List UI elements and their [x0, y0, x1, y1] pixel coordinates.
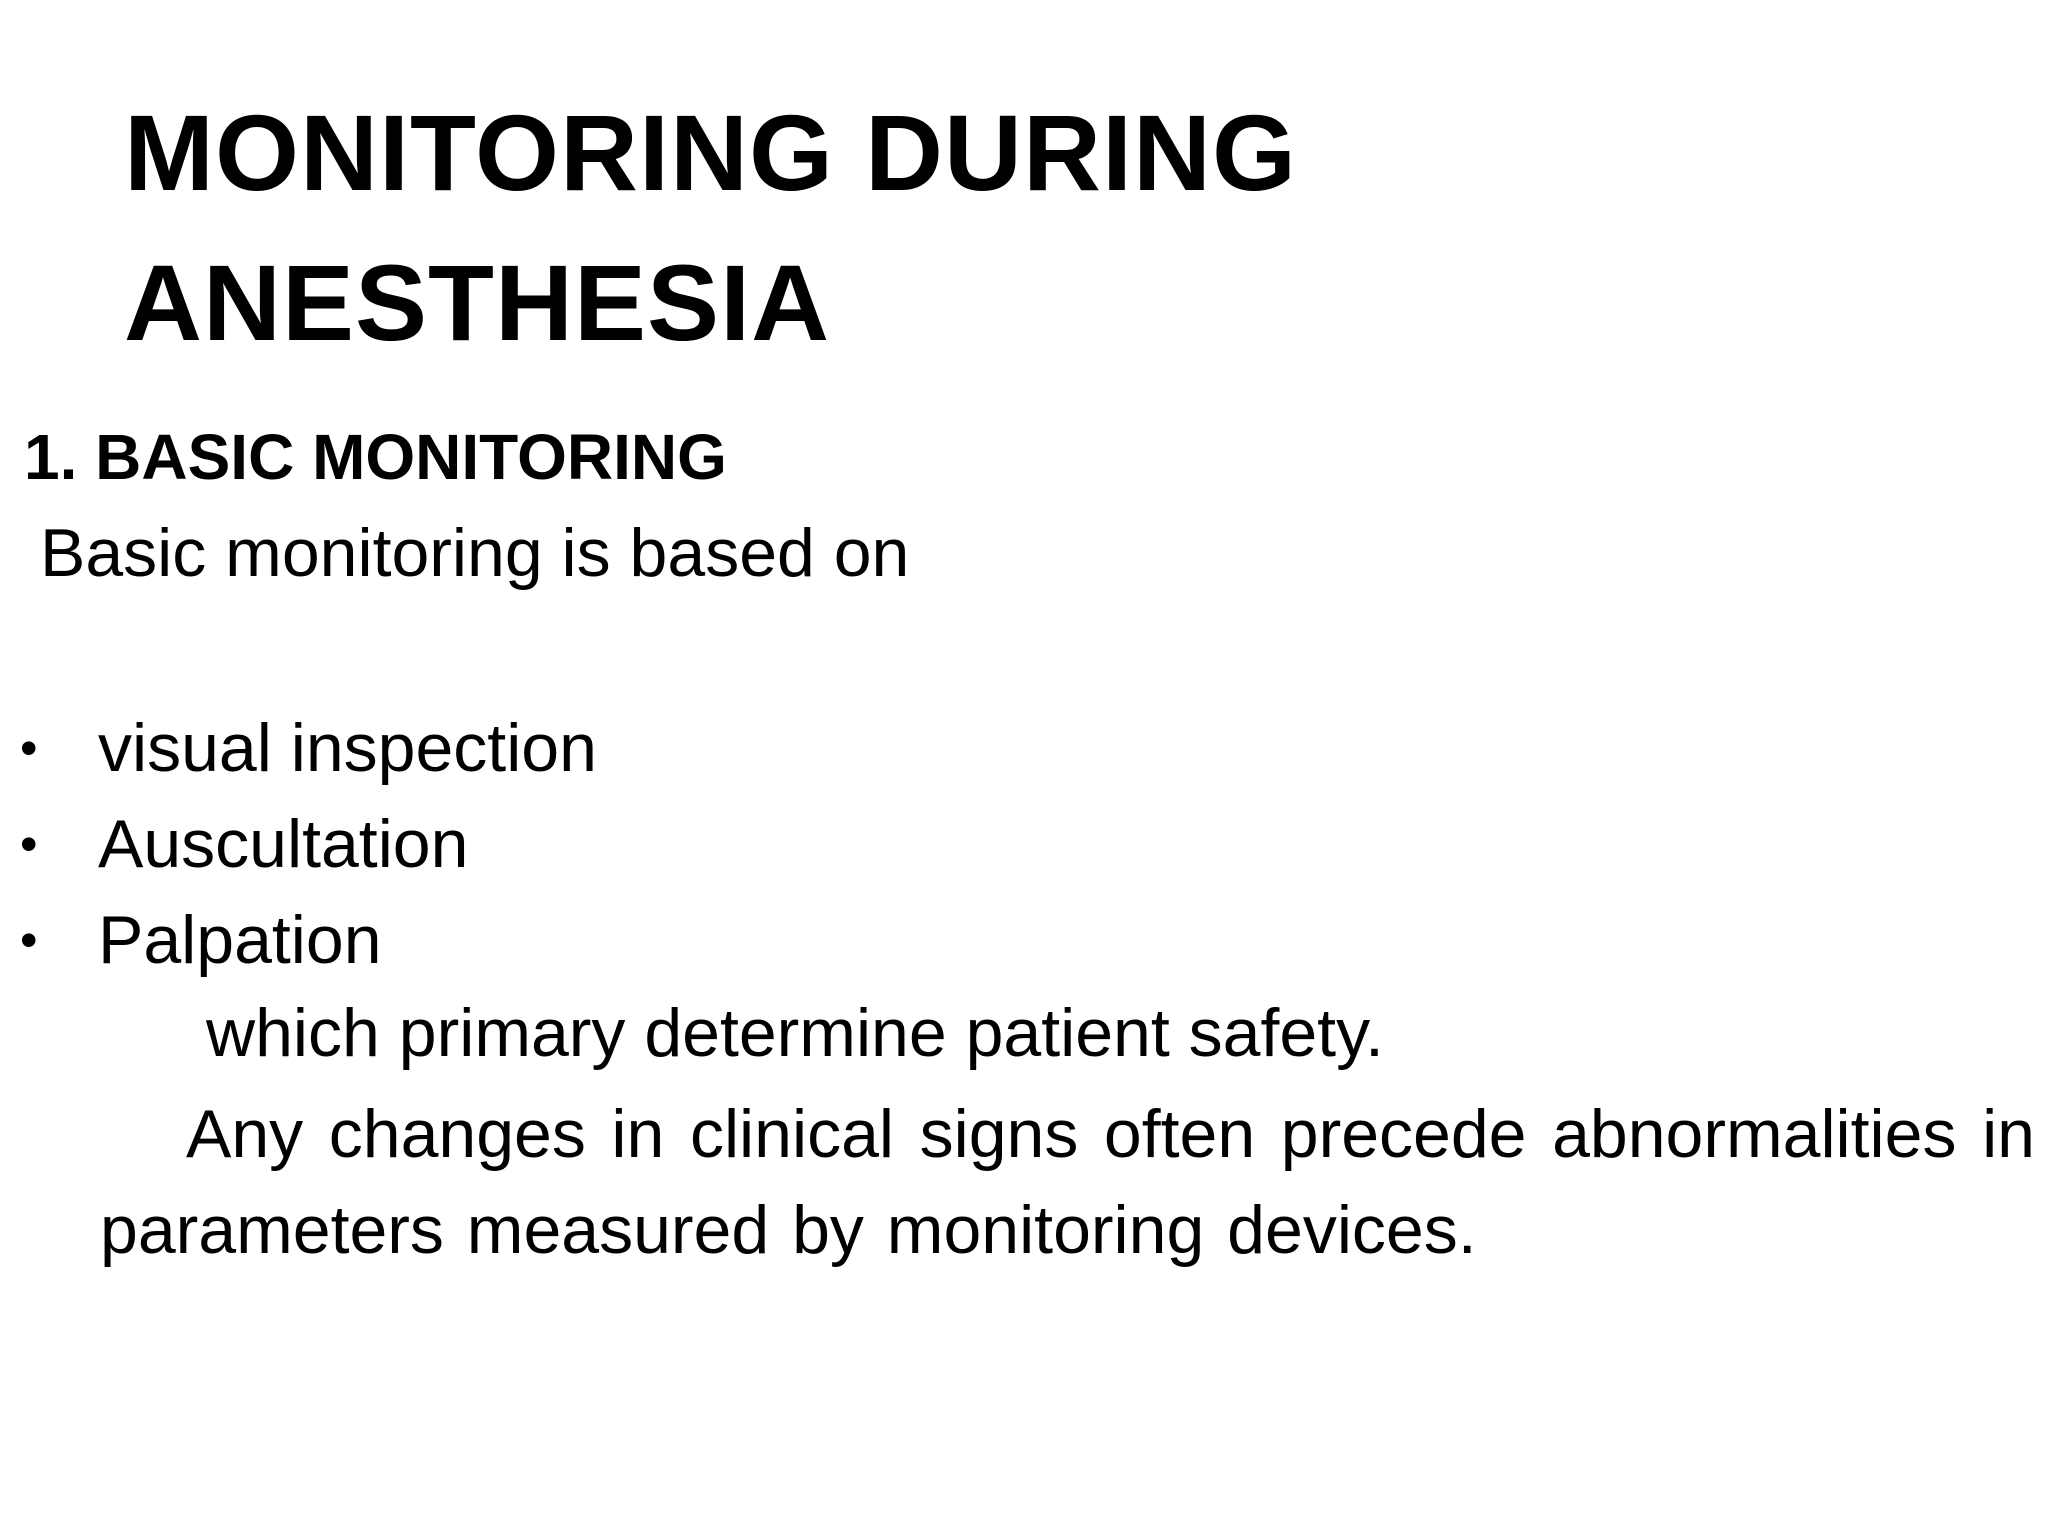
safety-text: which primary determine patient safety.: [206, 995, 1384, 1071]
title-line-1: MONITORING DURING: [124, 92, 1297, 213]
title-line-2: ANESTHESIA: [124, 242, 831, 363]
bullet-marker: •: [20, 912, 38, 968]
bullet-marker: •: [20, 720, 38, 776]
bullet-text: Auscultation: [98, 806, 469, 882]
bullet-item: [20, 796, 597, 892]
slide-title: [124, 78, 1624, 378]
bullet-text: Palpation: [98, 902, 382, 978]
bullet-text: visual inspection: [98, 710, 597, 786]
bullet-list: [20, 700, 597, 988]
bullet-item: [20, 892, 597, 988]
intro-text: Basic monitoring is based on: [40, 515, 910, 591]
body-paragraph: Any changes in clinical signs often precede abnormalities in parameters measured by monitoring devices.: [100, 1096, 2035, 1268]
bullet-item: [20, 700, 597, 796]
section-heading: 1. BASIC MONITORING: [24, 421, 727, 493]
bullet-marker: •: [20, 816, 38, 872]
